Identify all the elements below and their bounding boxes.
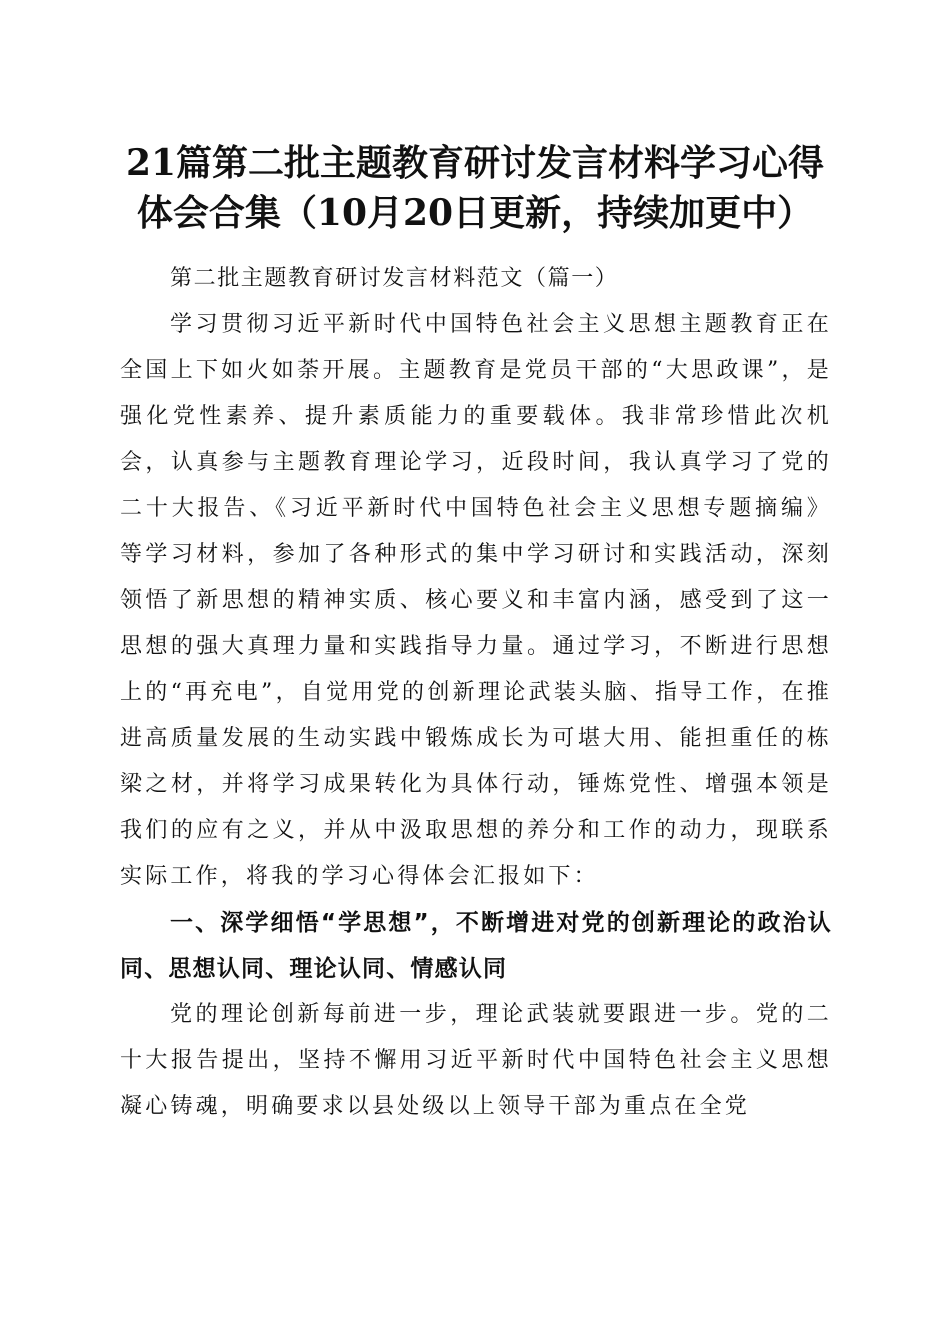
title-line-1: 21篇第二批主题教育研讨发言材料学习心得 [125, 142, 825, 184]
document-title [95, 138, 855, 238]
title-line-2: 体会合集（10月20日更新，持续加更中） [136, 192, 814, 234]
section-heading-1: 一、深学细悟“学思想”，不断增进对党的创新理论的政治认同、思想认同、理论认同、情感认同 [120, 910, 832, 982]
paragraph-2: 党的理论创新每前进一步，理论武装就要跟进一步。党的二十大报告提出，坚持不懈用习近平新时代中国特色社会主义思想凝心铸魂，明确要求以县处级以上领导干部为重点在全党 [120, 1002, 832, 1119]
paragraph-1: 学习贯彻习近平新时代中国特色社会主义思想主题教育正在全国上下如火如荼开展。主题教育是党员干部的“大思政课”，是强化党性素养、提升素质能力的重要载体。我非常珍惜此次机会，认真参与主题教育理论学习，近段时间，我认真学习了党的二十大报告、《习近平新时代中国特色社会主义思想专题摘编》等学习材料，参加了各种形式的集中学习研讨和实践活动，深刻领悟了新思想的精神实质、核心要义和丰富内涵，感受到了这一思想的强大真理力量和实践指导力量。通过学习，不断进行思想上的“再充电”，自觉用党的创新理论武装头脑、指导工作，在推进高质量发展的生动实践中锻炼成长为可堪大用、能担重任的栋梁之材，并将学习成果转化为具体行动，锤炼党性、增强本领是我们的应有之义，并从中汲取思想的养分和工作的动力，现联系实际工作，将我的学习心得体会汇报如下： [120, 312, 832, 889]
section-subtitle: 第二批主题教育研讨发言材料范文（篇一） [170, 266, 619, 291]
document-body [120, 256, 832, 1130]
